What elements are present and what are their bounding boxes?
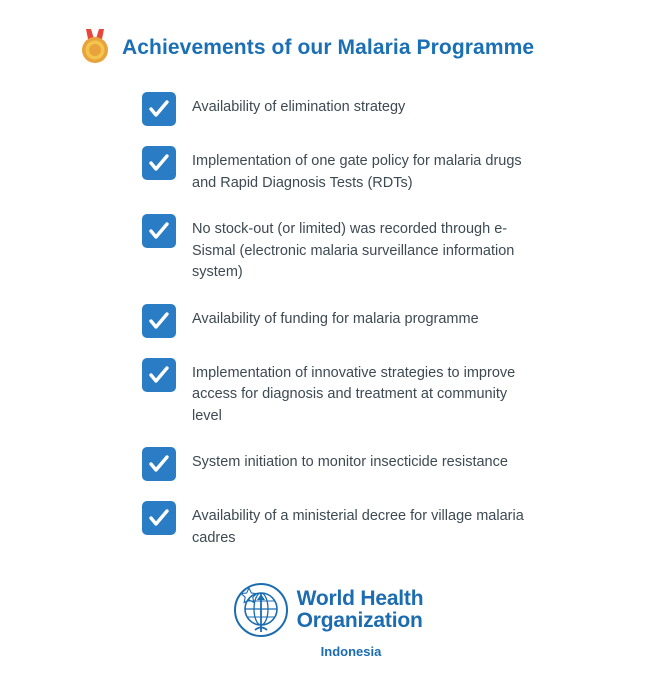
list-item-label: Availability of elimination strategy xyxy=(192,99,406,115)
list-item xyxy=(142,214,616,284)
list-item xyxy=(142,501,616,549)
list-item xyxy=(142,146,616,194)
who-org-line1: World Health xyxy=(296,586,424,610)
list-item xyxy=(142,358,616,428)
list-item xyxy=(142,447,616,481)
achievements-list xyxy=(0,92,656,549)
check-icon xyxy=(142,304,176,338)
who-logo xyxy=(0,582,656,659)
who-logo-words xyxy=(297,588,424,632)
check-icon xyxy=(142,447,176,481)
check-icon xyxy=(142,214,176,248)
list-item-label: Implementation of innovative strategies to improve access for diagnosis and treatment at community level xyxy=(192,364,516,424)
page-title-text: Achievements of our Malaria Programme xyxy=(122,36,535,60)
check-icon xyxy=(142,358,176,392)
who-logo-row xyxy=(233,582,424,638)
list-item-label: No stock-out (or limited) was recorded through e-Sismal (electronic malaria surveillance information system) xyxy=(192,221,515,280)
medal-icon xyxy=(78,28,112,68)
list-item xyxy=(142,92,616,126)
list-item-label: Availability of a ministerial decree for village malaria cadres xyxy=(192,508,524,546)
list-item-label: System initiation to monitor insecticide resistance xyxy=(192,454,508,470)
who-emblem-icon xyxy=(233,582,289,638)
list-item-label: Implementation of one gate policy for malaria drugs and Rapid Diagnosis Tests (RDTs) xyxy=(192,153,522,191)
check-icon xyxy=(142,146,176,180)
check-icon xyxy=(142,92,176,126)
who-org-line2: Organization xyxy=(296,609,423,632)
who-country-label: Indonesia xyxy=(320,644,382,659)
page-title xyxy=(0,0,656,68)
list-item-label: Availability of funding for malaria programme xyxy=(192,310,479,327)
list-item xyxy=(142,304,616,338)
check-icon xyxy=(142,501,176,535)
